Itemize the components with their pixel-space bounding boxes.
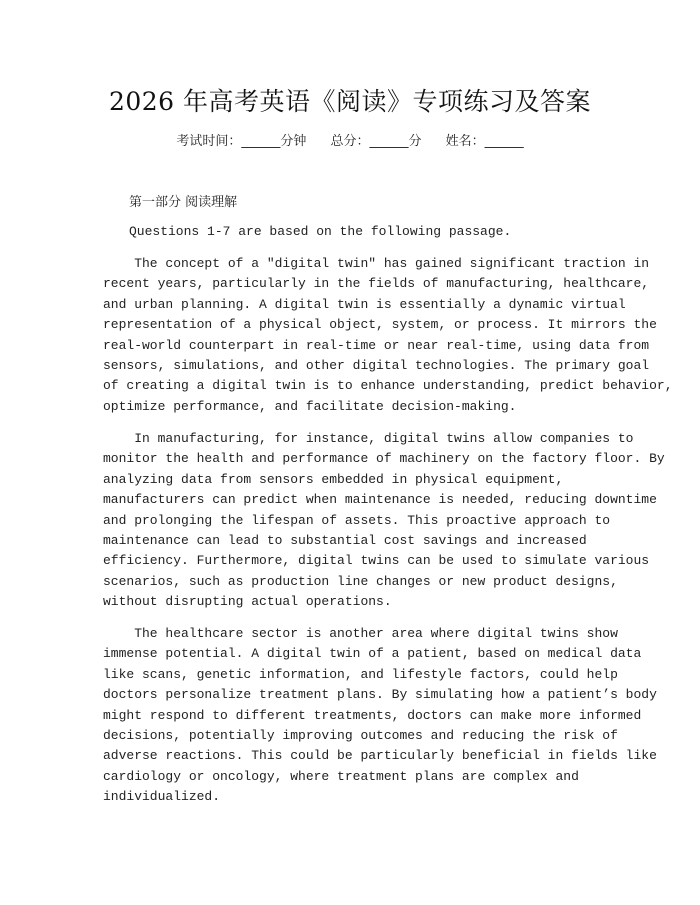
exam-time-label: 考试时间： xyxy=(176,134,242,149)
paragraph-line: efficiency. Furthermore, digital twins can be used to simulate various xyxy=(103,553,650,569)
paragraph-line: real-world counterpart in real-time or near real-time, using data from xyxy=(103,337,650,353)
paragraph-line: optimize performance, and facilitate decision-making. xyxy=(103,398,517,414)
paragraph-line: The concept of a "digital twin" has gained significant traction in xyxy=(103,256,650,271)
paragraph-line: and urban planning. A digital twin is essentially a dynamic virtual xyxy=(103,296,626,312)
paragraph-line: analyzing data from sensors embedded in physical equipment, xyxy=(103,471,564,487)
document-title: 2026 年高考英语《阅读》专项练习及答案 xyxy=(108,87,592,116)
paragraph-line: immense potential. A digital twin of a patient, based on medical data xyxy=(103,646,642,662)
paragraph-line: individualized. xyxy=(103,789,221,805)
paragraph-line: adverse reactions. This could be particularly beneficial in fields like xyxy=(103,748,657,764)
paragraph-line: recent years, particularly in the fields of manufacturing, healthcare, xyxy=(103,276,650,292)
paragraph-line: In manufacturing, for instance, digital twins allow companies to xyxy=(103,431,634,446)
paragraph-line: sensors, simulations, and other digital technologies. The primary goal xyxy=(103,358,650,374)
paragraph-line: of creating a digital twin is to enhance understanding, predict behavior, xyxy=(103,378,673,394)
student-name xyxy=(446,130,524,149)
paragraph-line: like scans, genetic information, and lifestyle factors, could help xyxy=(103,666,618,682)
exam-time-blank: ______ xyxy=(241,134,281,149)
passage-paragraph xyxy=(103,624,657,808)
paragraph-line: might respond to different treatments, doctors can make more informed xyxy=(103,707,642,723)
exam-time xyxy=(176,130,306,149)
exam-time-unit: 分钟 xyxy=(280,134,307,149)
paragraph-line: scenarios, such as production line changes or new product designs, xyxy=(103,573,618,589)
total-score xyxy=(330,130,421,149)
student-name-label: 姓名： xyxy=(445,134,485,149)
paragraph-line: without disrupting actual operations. xyxy=(103,594,392,610)
student-name-blank: ______ xyxy=(484,134,524,149)
exam-info-line xyxy=(0,130,700,149)
paragraph-line: representation of a physical object, system, or process. It mirrors the xyxy=(103,317,657,333)
paragraph-line: decisions, potentially improving outcomes and reducing the risk of xyxy=(103,728,618,744)
paragraph-line: cardiology or oncology, where treatment plans are complex and xyxy=(103,768,579,784)
passage-paragraph xyxy=(103,429,665,613)
paragraph-line: and prolonging the lifespan of assets. This proactive approach to xyxy=(103,512,611,528)
total-score-blank: ______ xyxy=(369,134,409,149)
paragraph-line: monitor the health and performance of machinery on the factory floor. By xyxy=(103,451,665,467)
section-heading: 第一部分 阅读理解 xyxy=(129,195,238,210)
paragraph-line: manufacturers can predict when maintenance is needed, reducing downtime xyxy=(103,492,657,508)
paragraph-line: The healthcare sector is another area where digital twins show xyxy=(103,626,618,641)
total-score-label: 总分： xyxy=(330,134,370,149)
paragraph-line: maintenance can lead to substantial cost savings and increased xyxy=(103,533,587,549)
paragraph-line: doctors personalize treatment plans. By simulating how a patient’s body xyxy=(103,687,657,703)
total-score-unit: 分 xyxy=(408,134,422,149)
passage-intro: Questions 1-7 are based on the following passage. xyxy=(129,224,512,239)
passage-paragraph xyxy=(103,254,673,417)
